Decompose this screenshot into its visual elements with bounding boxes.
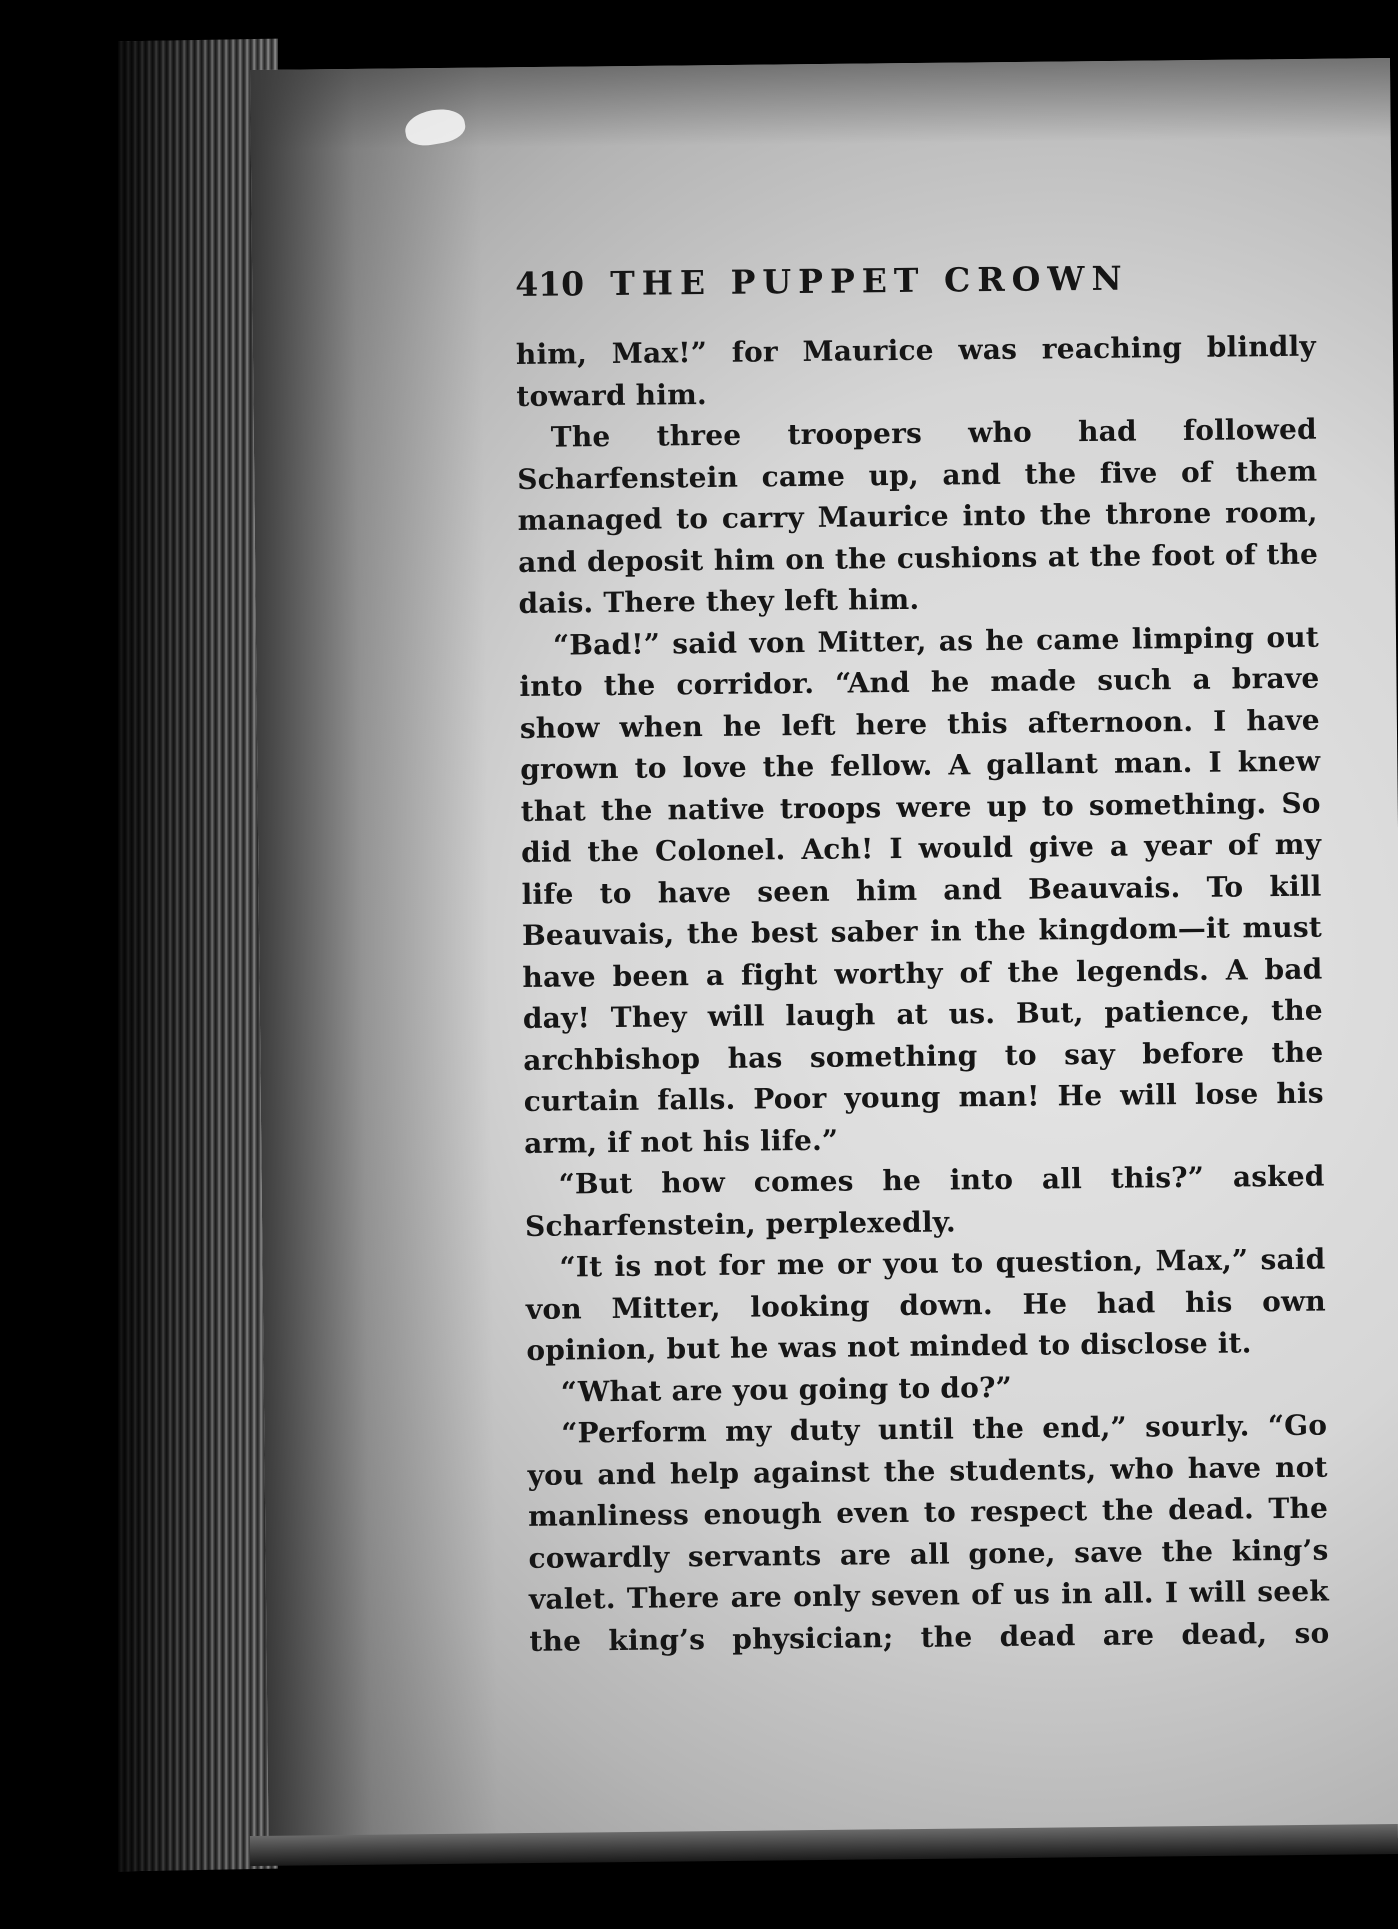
paragraph: “But how comes he into all this?” asked Scharfenstein, perplexedly. <box>524 1159 1325 1243</box>
body-text <box>516 326 1330 1662</box>
page-text <box>515 257 1330 1662</box>
paragraph: The three troopers who had followed Scharfenstein came up, and the five of them managed to carry Maurice into the throne room, and deposit him on the cushions at the foot of the dais. There they left him. <box>517 412 1319 620</box>
paragraph: him, Max!” for Maurice was reaching blindly toward him. <box>515 329 1317 413</box>
paragraph: “What are you going to do?” <box>560 1370 1013 1409</box>
paragraph: “Bad!” said von Mitter, as he came limping out into the corridor. “And he made such a brave show when he left here this afternoon. I have grown to love the fellow. A gallant man. I knew that the native troops were up to something. So did the Colonel. Ach! I would give a year of my life to have seen him and Beauvais. To kill Beauvais, the best saber in the kingdom—it must have been a fight worthy of the legends. A bad day! They will laugh at us. But, patience, the archbishop has something to say before the curtain falls. Poor young man! He will lose his arm, if not his life.” <box>519 620 1324 1160</box>
page-number: 410 <box>515 264 585 304</box>
paragraph: “It is not for me or you to question, Max,” said von Mitter, looking down. He had his own opinion, but he was not minded to disclose it. <box>525 1242 1327 1367</box>
book-title: THE PUPPET CROWN <box>609 258 1129 304</box>
paragraph: “Perform my duty until the end,” sourly. “Go you and help against the students, who have not manliness enough even to respect the dead. The cowardly servants are all gone, save the king’s valet. There are only seven of us in all. I will seek the king’s physician; the dead are dead, so <box>527 1408 1330 1658</box>
running-head <box>515 257 1315 304</box>
